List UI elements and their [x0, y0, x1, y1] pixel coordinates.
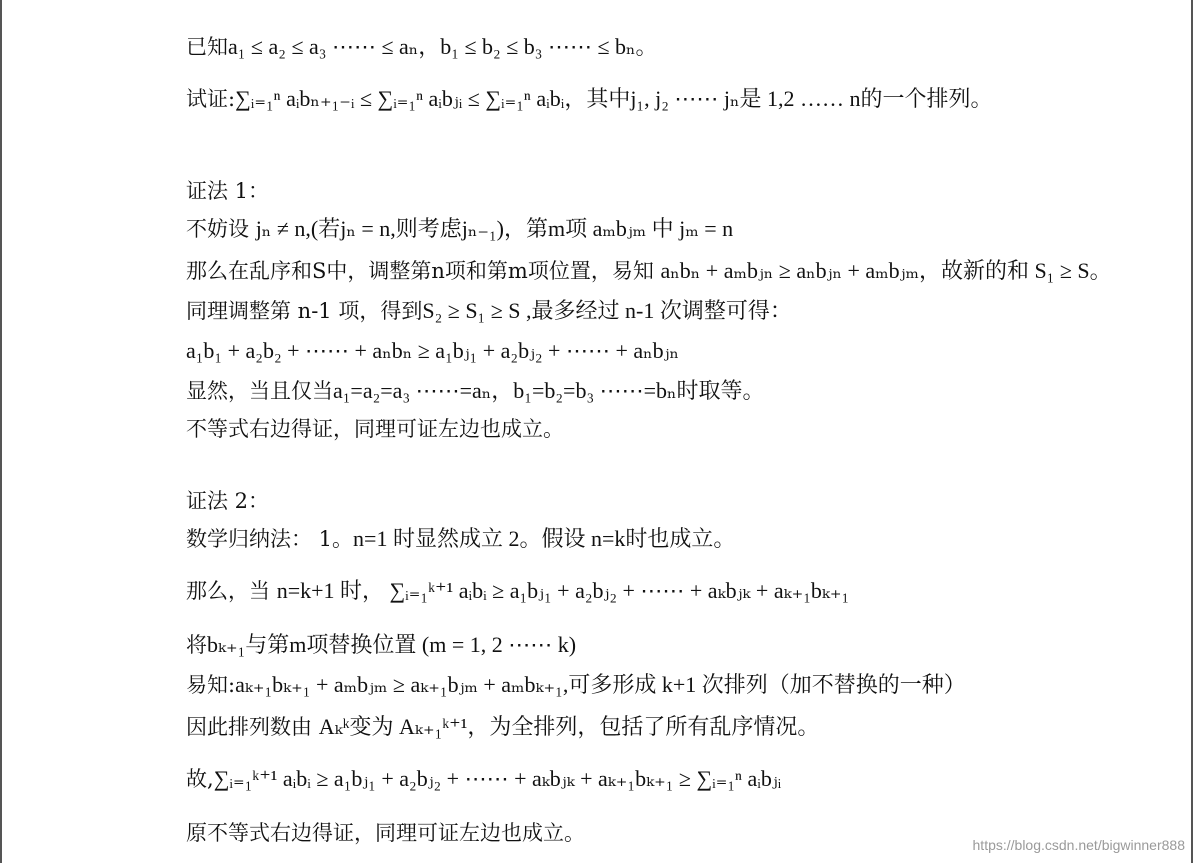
known-text: 易知:: [186, 673, 236, 697]
equality-text: 显然，当且仅当: [186, 379, 333, 403]
given-line: [186, 34, 658, 60]
step-formula: n=k+1 时， ∑ᵢ₌₁ᵏ⁺¹ aᵢbᵢ ≥ a₁bⱼ₁ + a₂bⱼ₂ + ⋯⋯ + aₖbⱼₖ + aₖ₊₁bₖ₊₁: [276, 578, 850, 603]
assume-formula: jₙ ≠ n,(若jₙ = n,则考虑jₙ₋₁)，第m项 aₘbⱼₘ 中 jₘ = n: [255, 216, 734, 241]
proof-2-therefore: [186, 766, 781, 792]
swap-formula: aₙbₙ + aₘbⱼₙ ≥ aₙbⱼₙ + aₘbⱼₘ，故新的和 S₁ ≥ S。: [660, 258, 1112, 283]
given-formula: a₁ ≤ a₂ ≤ a₃ ⋯⋯ ≤ aₙ，b₁ ≤ b₂ ≤ b₃ ⋯⋯ ≤ bₙ。: [228, 34, 658, 59]
proof-1-repeat: [186, 298, 792, 324]
proof-1-title: 证法 1：: [186, 179, 270, 203]
repeat-text: 同理调整第 n-1 项，得到: [186, 299, 423, 323]
proof-2-induction: [186, 526, 735, 552]
replace-text: 将: [186, 633, 207, 657]
proof-1-equality: [186, 378, 765, 404]
replace-formula: bₖ₊₁与第m项替换位置 (m = 1, 2 ⋯⋯ k): [207, 632, 577, 657]
swap-text: 那么在乱序和S中，调整第n项和第m项位置，易知: [186, 259, 661, 283]
proof-2-permutation: [186, 714, 819, 740]
induction-formula: n=1 时显然成立 2。假设 n=k时也成立。: [353, 526, 736, 551]
proof-1-swap: [186, 258, 1112, 284]
therefore-formula: ∑ᵢ₌₁ᵏ⁺¹ aᵢbᵢ ≥ a₁bⱼ₁ + a₂bⱼ₂ + ⋯⋯ + aₖbⱼₖ + aₖ₊₁bₖ₊₁ ≥ ∑ᵢ₌₁ⁿ aᵢbⱼᵢ: [213, 766, 782, 791]
proof-1-conclusion: [186, 416, 564, 442]
equality-formula: a₁=a₂=a₃ ⋯⋯=aₙ，b₁=b₂=b₃ ⋯⋯=bₙ时取等。: [333, 378, 765, 403]
permutation-formula: Aₖᵏ变为 Aₖ₊₁ᵏ⁺¹，为全排列，包括了所有乱序情况。: [318, 714, 820, 739]
conclusion-text: 不等式右边得证，同理可证左边也成立。: [186, 417, 564, 441]
proof-2-title: 证法 2：: [186, 489, 270, 513]
proof-1-assume: [186, 216, 733, 242]
induction-text: 数学归纳法： 1。: [186, 527, 354, 551]
proof-2-heading: [186, 488, 269, 514]
assume-text: 不妨设: [186, 217, 256, 241]
step-text: 那么，当: [186, 579, 277, 603]
result-formula: a₁b₁ + a₂b₂ + ⋯⋯ + aₙbₙ ≥ a₁bⱼ₁ + a₂bⱼ₂ + ⋯⋯ + aₙbⱼₙ: [186, 338, 679, 363]
given-label: 已知: [186, 35, 228, 59]
prove-label: 试证:: [186, 87, 236, 111]
page-left-border: [0, 0, 2, 863]
proof-2-conclusion: [186, 820, 585, 846]
proof-1-heading: [186, 178, 269, 204]
proof-2-known: [186, 672, 966, 698]
repeat-formula: S₂ ≥ S₁ ≥ S ,最多经过 n-1 次调整可得：: [422, 298, 792, 323]
proof-1-result: [186, 338, 679, 364]
prove-formula: ∑ᵢ₌₁ⁿ aᵢbₙ₊₁₋ᵢ ≤ ∑ᵢ₌₁ⁿ aᵢbⱼᵢ ≤ ∑ᵢ₌₁ⁿ aᵢbᵢ，其中j₁, j₂ ⋯⋯ jₙ是 1,2 …… n的一个排列。: [235, 86, 993, 111]
permutation-text: 因此排列数由: [186, 715, 319, 739]
therefore-text: 故,: [186, 767, 214, 791]
proof-2-step: [186, 578, 849, 604]
final-conclusion-text: 原不等式右边得证，同理可证左边也成立。: [186, 821, 585, 845]
source-watermark: https://blog.csdn.net/bigwinner888: [972, 837, 1185, 853]
prove-line: [186, 86, 993, 112]
known-formula: aₖ₊₁bₖ₊₁ + aₘbⱼₘ ≥ aₖ₊₁bⱼₘ + aₘbₖ₊₁,可多形成 k+1 次排列（加不替换的一种）: [235, 672, 966, 697]
proof-2-replace: [186, 632, 576, 658]
